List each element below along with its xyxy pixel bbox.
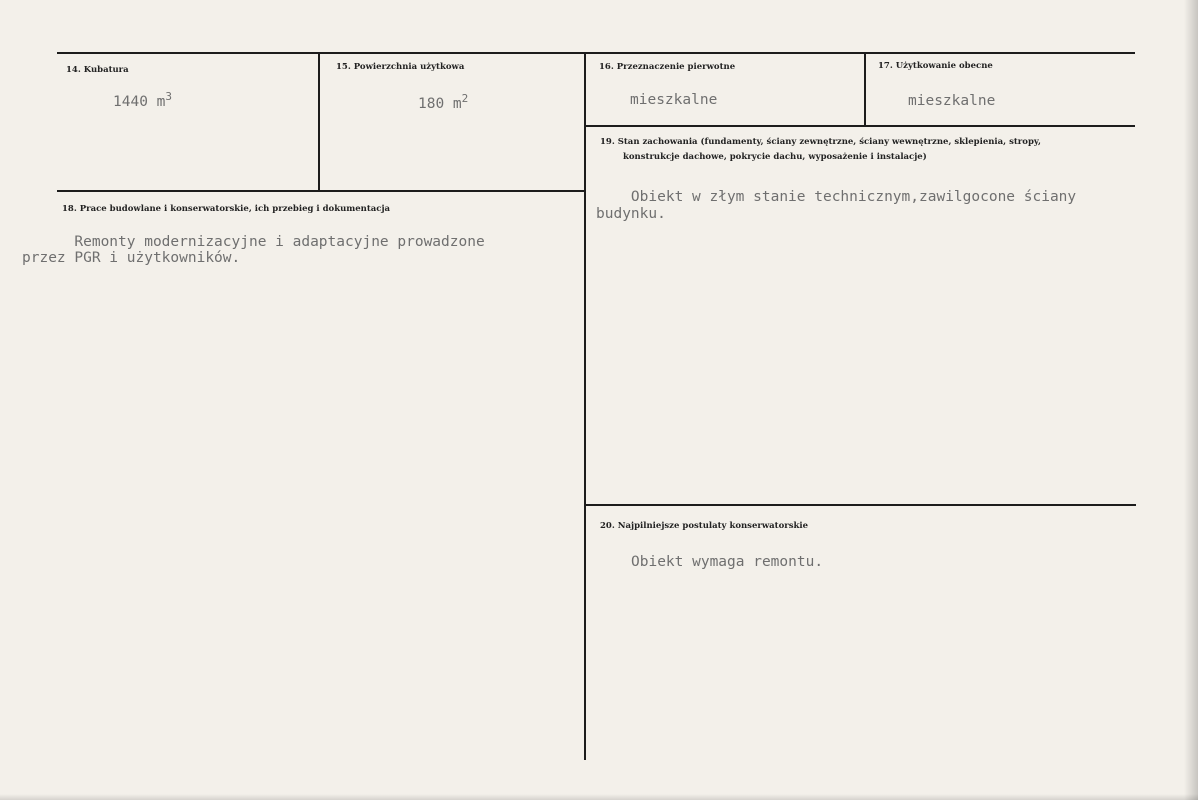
paper-edge-shadow — [1184, 0, 1198, 800]
field-19-label-line2: konstrukcje dachowe, pokrycie dachu, wyposażenie i instalacje) — [623, 152, 927, 162]
field-20-value: Obiekt wymaga remontu. — [631, 554, 824, 570]
field-19-line1: Obiekt w złym stanie technicznym,zawilgocone ściany — [596, 189, 1077, 205]
field-18-line2: przez PGR i użytkowników. — [22, 250, 241, 266]
field-18-label: 18. Prace budowlane i konserwatorskie, ich przebieg i dokumentacja — [62, 204, 391, 214]
rule-below-16-17 — [585, 125, 1135, 127]
divider-16-17 — [864, 53, 866, 127]
top-rule — [57, 52, 1135, 54]
area-unit-exponent: 2 — [461, 92, 469, 105]
paper-bottom-edge — [0, 794, 1198, 800]
divider-15-16 — [584, 53, 586, 760]
field-17-value: mieszkalne — [908, 93, 996, 109]
kubatura-value: 1440 m — [113, 94, 166, 110]
divider-14-15 — [318, 53, 320, 191]
field-17-label: 17. Użytkowanie obecne — [878, 61, 993, 71]
field-15-value — [418, 90, 468, 113]
rule-below-14-15 — [57, 190, 585, 192]
field-15-label: 15. Powierzchnia użytkowa — [336, 62, 465, 72]
field-18-line1: Remonty modernizacyjne i adaptacyjne prowadzone — [22, 234, 485, 250]
rule-below-19 — [585, 504, 1136, 506]
field-16-value: mieszkalne — [630, 92, 718, 108]
field-16-label: 16. Przeznaczenie pierwotne — [599, 62, 736, 72]
field-19-line2: budynku. — [596, 206, 666, 222]
area-value: 180 m — [418, 96, 462, 112]
field-14-label: 14. Kubatura — [66, 65, 129, 75]
kubatura-unit-exponent: 3 — [165, 90, 173, 103]
field-19-label-line1: 19. Stan zachowania (fundamenty, ściany zewnętrzne, ściany wewnętrzne, sklepienia, stropy, — [600, 137, 1041, 147]
field-14-value — [113, 88, 172, 111]
field-20-label: 20. Najpilniejsze postulaty konserwatorskie — [600, 521, 809, 531]
